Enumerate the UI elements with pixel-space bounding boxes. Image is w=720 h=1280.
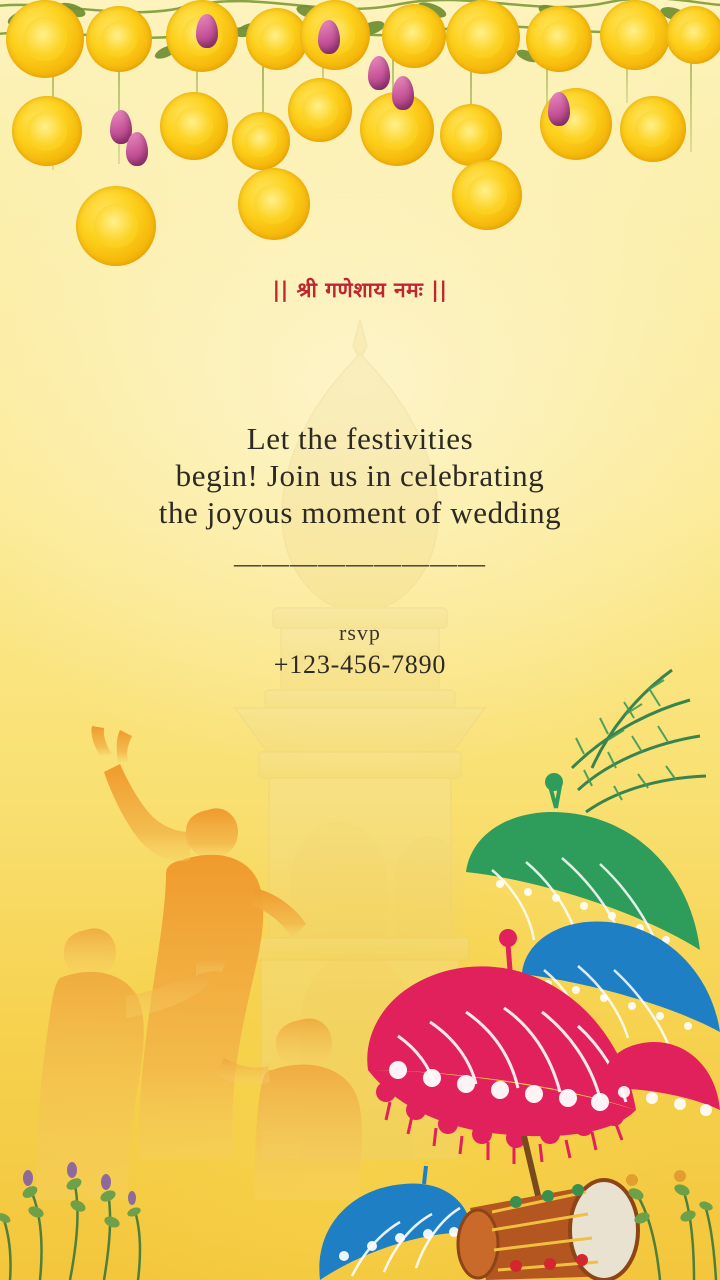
marigold-flower: [600, 0, 670, 70]
message-line-1: Let the festivities: [246, 421, 474, 456]
rsvp-label: rsvp: [339, 620, 381, 645]
marigold-flower: [6, 0, 84, 78]
marigold-garland: [0, 0, 720, 290]
umbrella-small-blue: [319, 1166, 472, 1280]
marigold-flower: [288, 78, 352, 142]
rsvp-phone-number: +123-456-7890: [273, 650, 447, 679]
marigold-flower: [76, 186, 156, 266]
marigold-flower: [86, 6, 152, 72]
marigold-flower: [620, 96, 686, 162]
marigold-flower: [246, 8, 308, 70]
invocation-text: || श्री गणेशाय नमः ||: [272, 278, 448, 302]
marigold-flower: [382, 4, 446, 68]
marigold-flower: [160, 92, 228, 160]
lotus-bud: [548, 92, 570, 126]
lotus-bud: [126, 132, 148, 166]
marigold-flower: [232, 112, 290, 170]
marigold-flower: [440, 104, 502, 166]
marigold-flower: [526, 6, 592, 72]
marigold-flower: [452, 160, 522, 230]
foliage-icon: [0, 1162, 142, 1280]
marigold-flower: [446, 0, 520, 74]
message-line-2: begin! Join us in celebrating: [175, 458, 545, 493]
divider-line: —————————: [234, 548, 486, 578]
palm-frond-icon: [572, 670, 706, 812]
message-line-3: the joyous moment of wedding: [158, 495, 562, 530]
bottom-decoration: [0, 1080, 720, 1280]
marigold-flower: [666, 6, 720, 64]
invitation-message: [0, 420, 720, 531]
marigold-flower: [12, 96, 82, 166]
lotus-bud: [368, 56, 390, 90]
lotus-bud: [392, 76, 414, 110]
lotus-bud: [318, 20, 340, 54]
marigold-flower: [238, 168, 310, 240]
dhol-drum-icon: [458, 1180, 638, 1280]
lotus-bud: [196, 14, 218, 48]
